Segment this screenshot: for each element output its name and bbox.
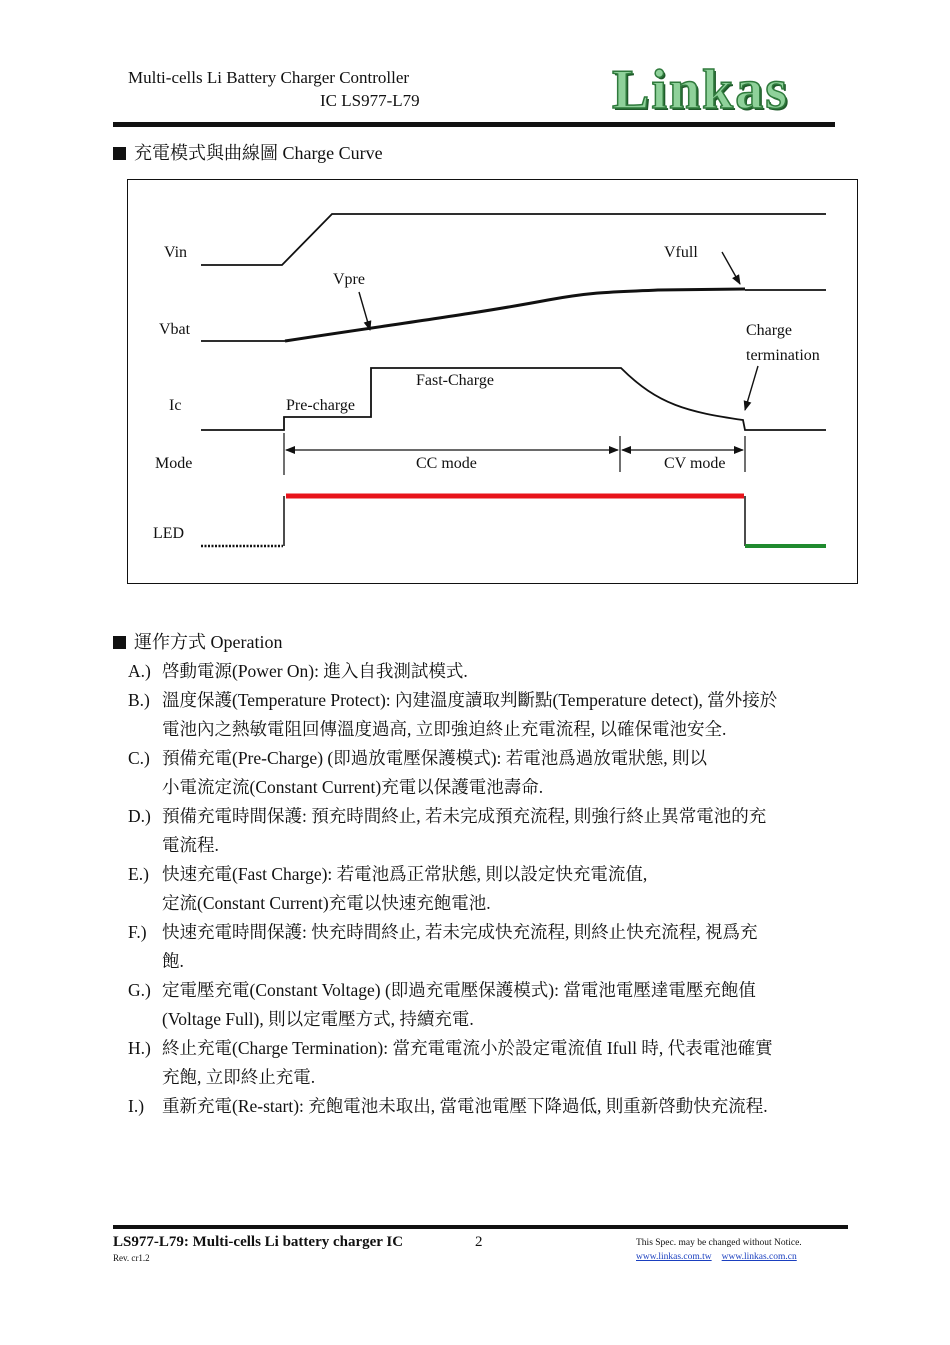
square-bullet-icon — [113, 147, 126, 160]
item-text: 小電流定流(Constant Current)充電以保護電池壽命. — [162, 777, 544, 797]
square-bullet-icon — [113, 636, 126, 649]
item-key: F.) — [128, 922, 147, 942]
item-key: B.) — [128, 690, 150, 710]
vpre-arrow — [359, 292, 370, 330]
charge-termination-label-1: Charge — [746, 322, 792, 339]
list-item — [128, 976, 848, 1034]
list-item — [128, 657, 848, 686]
item-text: 終止充電(Charge Termination): 當充電電流小於設定電流值 Ifull 時, 代表電池確實 — [162, 1038, 773, 1058]
list-item — [128, 686, 848, 744]
item-text: 預備充電(Pre-Charge) (即過放電壓保護模式): 若電池爲過放電狀態, 則以 — [162, 748, 708, 768]
link-linkas-tw[interactable]: www.linkas.com.tw — [636, 1252, 712, 1262]
link-linkas-cn[interactable]: www.linkas.com.cn — [721, 1252, 797, 1262]
item-text: 重新充電(Re-start): 充飽電池未取出, 當電池電壓下降過低, 則重新啓動快充流程. — [162, 1096, 768, 1116]
vbat-trace — [285, 289, 745, 341]
item-text: (Voltage Full), 則以定電壓方式, 持續充電. — [162, 1009, 474, 1029]
spec-notice: This Spec. may be changed without Notice. — [636, 1238, 802, 1248]
item-key: E.) — [128, 864, 149, 884]
vfull-label: Vfull — [664, 244, 698, 261]
item-text: 電池內之熱敏電阻回傳溫度過高, 立即強迫終止充電流程, 以確保電池安全. — [162, 719, 727, 739]
ic-label: Ic — [169, 397, 182, 414]
item-key: H.) — [128, 1038, 151, 1058]
item-text: 預備充電時間保護: 預充時間終止, 若未完成預充流程, 則強行終止異常電池的充 — [162, 806, 767, 826]
item-text: 快速充電時間保護: 快充時間終止, 若未完成快充流程, 則終止快充流程, 視爲充 — [162, 922, 758, 942]
charge-termination-label-2: termination — [746, 347, 820, 364]
page-number: 2 — [475, 1234, 483, 1250]
header-divider — [113, 122, 835, 127]
item-text: 啓動電源(Power On): 進入自我測試模式. — [162, 661, 468, 681]
operation-heading-text: 運作方式 Operation — [134, 632, 283, 652]
item-key: D.) — [128, 806, 151, 826]
pre-charge-label: Pre-charge — [286, 397, 355, 414]
item-text: 充飽, 立即終止充電. — [162, 1067, 316, 1087]
footer-title: LS977-L79: Multi-cells Li battery charger IC — [113, 1234, 404, 1250]
led-label: LED — [153, 525, 185, 542]
operation-heading — [113, 628, 282, 654]
fast-charge-label: Fast-Charge — [416, 372, 494, 389]
item-key: I.) — [128, 1096, 145, 1116]
item-text: 定流(Constant Current)充電以快速充飽電池. — [162, 893, 491, 913]
cv-mode-label: CV mode — [664, 455, 726, 472]
list-item — [128, 1092, 848, 1121]
vfull-arrow — [722, 252, 740, 284]
footer-links — [636, 1252, 807, 1262]
list-item — [128, 744, 848, 802]
linkas-logo: Linkas — [612, 59, 789, 121]
revision-label: Rev. cr1.2 — [113, 1253, 150, 1263]
operation-list — [128, 657, 848, 1121]
document-title: Multi-cells Li Battery Charger Controller — [128, 68, 410, 87]
item-text: 溫度保護(Temperature Protect): 內建溫度讀取判斷點(Temperature detect), 當外接於 — [162, 690, 778, 710]
vbat-label: Vbat — [159, 321, 191, 338]
item-key: A.) — [128, 661, 151, 681]
vin-trace — [201, 214, 826, 265]
footer-divider — [113, 1225, 848, 1229]
list-item — [128, 1034, 848, 1092]
list-item — [128, 918, 848, 976]
item-key: C.) — [128, 748, 150, 768]
item-text: 電流程. — [162, 835, 219, 855]
charge-curve-svg — [128, 180, 859, 585]
charge-curve-diagram — [127, 179, 858, 584]
charge-curve-heading — [113, 139, 383, 165]
item-text: 定電壓充電(Constant Voltage) (即過充電壓保護模式): 當電池電壓達電壓充飽值 — [162, 980, 756, 1000]
vpre-label: Vpre — [333, 271, 365, 288]
list-item — [128, 802, 848, 860]
charge-curve-heading-text: 充電模式與曲線圖 Charge Curve — [134, 143, 383, 163]
part-number: IC LS977-L79 — [320, 91, 420, 110]
item-key: G.) — [128, 980, 151, 1000]
vin-label: Vin — [164, 244, 188, 261]
charge-termination-arrow — [745, 366, 758, 410]
cc-mode-label: CC mode — [416, 455, 477, 472]
item-text: 飽. — [162, 951, 184, 971]
item-text: 快速充電(Fast Charge): 若電池爲正常狀態, 則以設定快充電流值, — [162, 864, 648, 884]
list-item — [128, 860, 848, 918]
mode-label: Mode — [155, 455, 193, 472]
